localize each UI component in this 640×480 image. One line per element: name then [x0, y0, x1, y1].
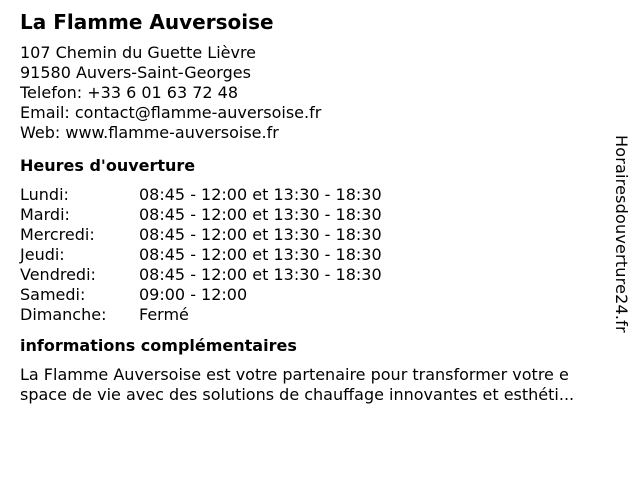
business-card [20, 9, 620, 405]
hours-row [20, 285, 620, 305]
day-hours: 08:45 - 12:00 et 13:30 - 18:30 [139, 265, 382, 284]
address-street: 107 Chemin du Guette Lièvre [20, 43, 257, 62]
day-label: Dimanche: [20, 305, 107, 324]
info-heading: informations complémentaires [20, 336, 297, 355]
day-hours: 08:45 - 12:00 et 13:30 - 18:30 [139, 225, 382, 244]
day-hours: 08:45 - 12:00 et 13:30 - 18:30 [139, 245, 382, 264]
hours-row [20, 225, 620, 245]
description-line: space de vie avec des solutions de chauffage innovantes et esthéti... [20, 385, 575, 404]
day-hours: Fermé [139, 305, 189, 324]
phone-text[interactable]: Telefon: +33 6 01 63 72 48 [20, 83, 239, 102]
day-label: Samedi: [20, 285, 86, 304]
day-label: Jeudi: [20, 245, 65, 264]
day-hours: 08:45 - 12:00 et 13:30 - 18:30 [139, 205, 382, 224]
day-label: Vendredi: [20, 265, 96, 284]
hours-table [20, 185, 620, 325]
business-name: La Flamme Auversoise [20, 10, 274, 34]
hours-heading: Heures d'ouverture [20, 156, 196, 175]
day-label: Mardi: [20, 205, 70, 224]
day-label: Mercredi: [20, 225, 95, 244]
day-hours: 09:00 - 12:00 [139, 285, 248, 304]
watermark-text: Horairesdouverture24.fr [612, 135, 631, 333]
day-hours: 08:45 - 12:00 et 13:30 - 18:30 [139, 185, 382, 204]
hours-row [20, 185, 620, 205]
hours-row [20, 305, 620, 325]
hours-row [20, 245, 620, 265]
email-text[interactable]: Email: contact@flamme-auversoise.fr [20, 103, 322, 122]
hours-row [20, 205, 620, 225]
web-text[interactable]: Web: www.flamme-auversoise.fr [20, 123, 279, 142]
contact-block [20, 43, 620, 143]
hours-row [20, 265, 620, 285]
day-label: Lundi: [20, 185, 69, 204]
info-description [20, 365, 620, 405]
description-line: La Flamme Auversoise est votre partenaire pour transformer votre e [20, 365, 569, 384]
address-city: 91580 Auvers-Saint-Georges [20, 63, 251, 82]
